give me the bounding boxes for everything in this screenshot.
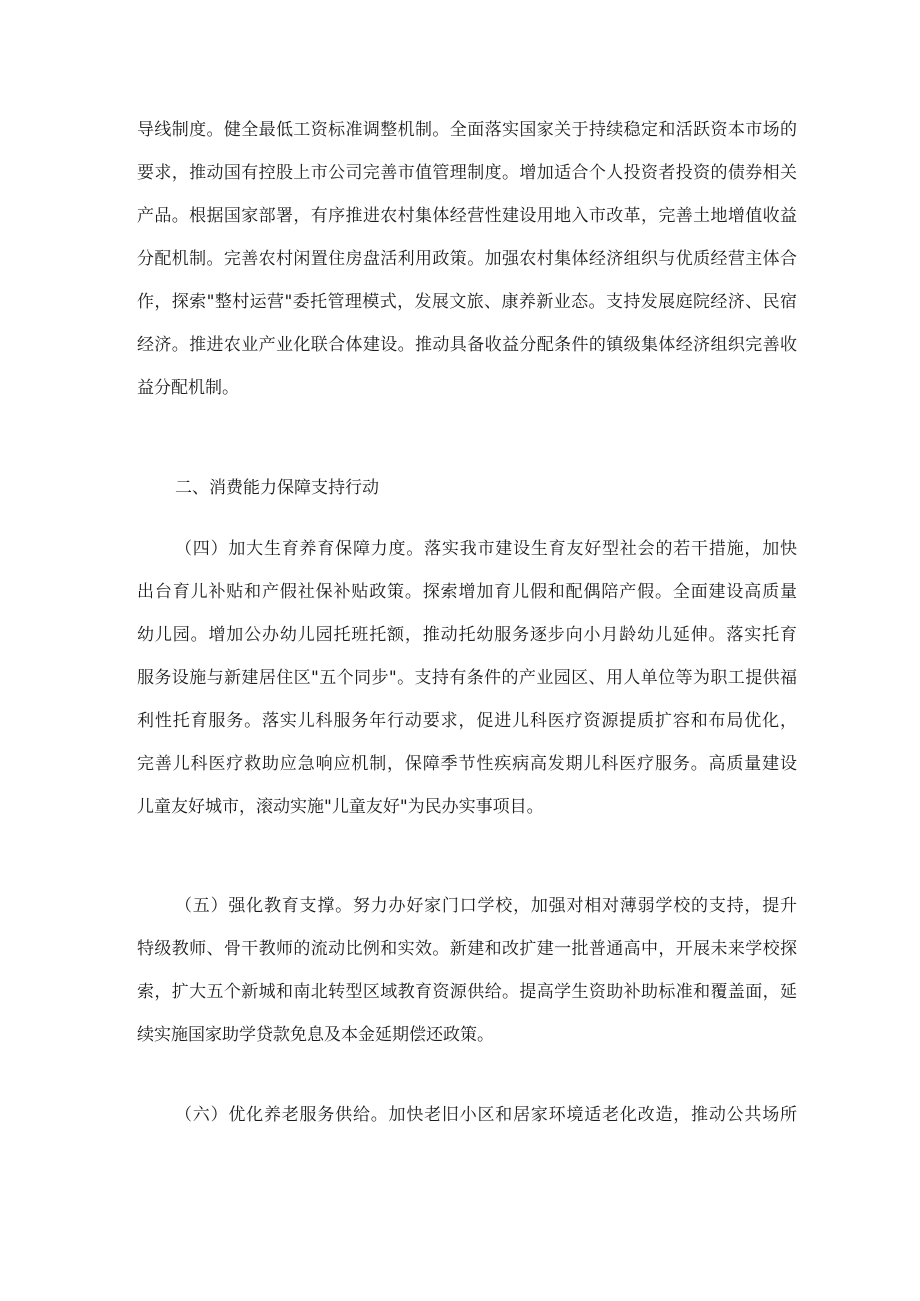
text-line: 儿童友好城市，滚动实施"儿童友好"为民办实事项目。 — [137, 797, 544, 817]
text-line: （六）优化养老服务供给。加快老旧小区和居家环境适老化改造，推动公共场所 — [175, 1105, 797, 1125]
text-line: 要求，推动国有控股上市公司完善市值管理制度。增加适合个人投资者投资的债券相关 — [137, 163, 797, 183]
text-line: 益分配机制。 — [137, 378, 239, 398]
paragraph-elderly-care — [137, 1097, 797, 1133]
text-line: 经济。推进农业产业化联合体建设。推动具备收益分配条件的镇级集体经济组织完善收 — [137, 335, 797, 355]
text-line: 特级教师、骨干教师的流动比例和实效。新建和改扩建一批普通高中，开展未来学校探 — [137, 939, 797, 959]
text-line: （四）加大生育养育保障力度。落实我市建设生育友好型社会的若干措施，加快 — [175, 539, 797, 559]
text-line: 利性托育服务。落实儿科服务年行动要求，促进儿科医疗资源提质扩容和布局优化， — [137, 711, 797, 731]
text-line: 续实施国家助学贷款免息及本金延期偿还政策。 — [137, 1025, 494, 1045]
text-line: 导线制度。健全最低工资标准调整机制。全面落实国家关于持续稳定和活跃资本市场的 — [137, 120, 797, 140]
text-line: 服务设施与新建居住区"五个同步"。支持有条件的产业园区、用人单位等为职工提供福 — [137, 668, 797, 688]
text-line: 出台育儿补贴和产假社保补贴政策。探索增加育儿假和配偶陪产假。全面建设高质量 — [137, 582, 797, 602]
paragraph-education — [137, 888, 797, 1053]
paragraph-income-distribution — [137, 112, 797, 406]
text-line: 幼儿园。增加公办幼儿园托班托额，推动托幼服务逐步向小月龄幼儿延伸。落实托育 — [137, 625, 797, 645]
text-line: 产品。根据国家部署，有序推进农村集体经营性建设用地入市改革，完善土地增值收益 — [137, 206, 797, 226]
text-line: 索，扩大五个新城和南北转型区域教育资源供给。提高学生资助补助标准和覆盖面，延 — [137, 982, 797, 1002]
paragraph-childcare — [137, 531, 797, 825]
text-line: （五）强化教育支撑。努力办好家门口学校，加强对相对薄弱学校的支持，提升 — [175, 896, 797, 916]
text-line: 作，探索"整村运营"委托管理模式，发展文旅、康养新业态。支持发展庭院经济、民宿 — [137, 292, 797, 312]
section-heading: 二、消费能力保障支持行动 — [175, 478, 379, 498]
text-line: 分配机制。完善农村闲置住房盘活利用政策。加强农村集体经济组织与优质经营主体合 — [137, 249, 797, 269]
text-line: 完善儿科医疗救助应急响应机制，保障季节性疾病高发期儿科医疗服务。高质量建设 — [137, 754, 797, 774]
